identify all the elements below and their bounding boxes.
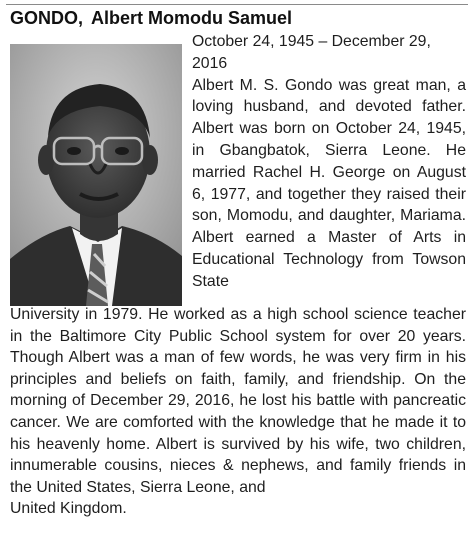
obituary-text-bottom: [10, 304, 466, 520]
portrait-photo: [10, 44, 182, 306]
life-dates: October 24, 1945 – December 29, 2016: [192, 33, 431, 72]
text-column-top: [192, 31, 466, 293]
deceased-given-names: Albert Momodu Samuel: [91, 8, 293, 28]
obituary-text-bottom-body: University in 1979. He worked as a high school science teacher in the Baltimore City Public School system for over 20 years. Though Albert was a man of few words, he was very firm in his principles and beliefs on faith, family, and friendship. On the morning of December 29, 2016, he lost his battle with pancreatic cancer. We are comforted with the knowledge that he made it to his heavenly home. Albert is survived by his wife, two children, innumerable cousins, nieces & nephews, and family friends in the United States, Sierra Leone, and: [10, 306, 466, 496]
deceased-surname: GONDO,: [10, 8, 84, 28]
portrait-image: [10, 44, 182, 306]
obituary-text-last-line: United Kingdom.: [10, 500, 127, 518]
obituary-headline: [10, 8, 292, 28]
obituary-text-top: Albert M. S. Gondo was great man, a loving husband, and devoted father. Albert was born on October 24, 1945, in Gbangbatok, Sierra Leone. He married Rachel H. George on August 6, 1977, and together they raised their son, Momodu, and daughter, Mariama. Albert earned a Master of Arts in Educational Technology from Towson State: [192, 76, 466, 290]
top-rule: [6, 4, 468, 5]
